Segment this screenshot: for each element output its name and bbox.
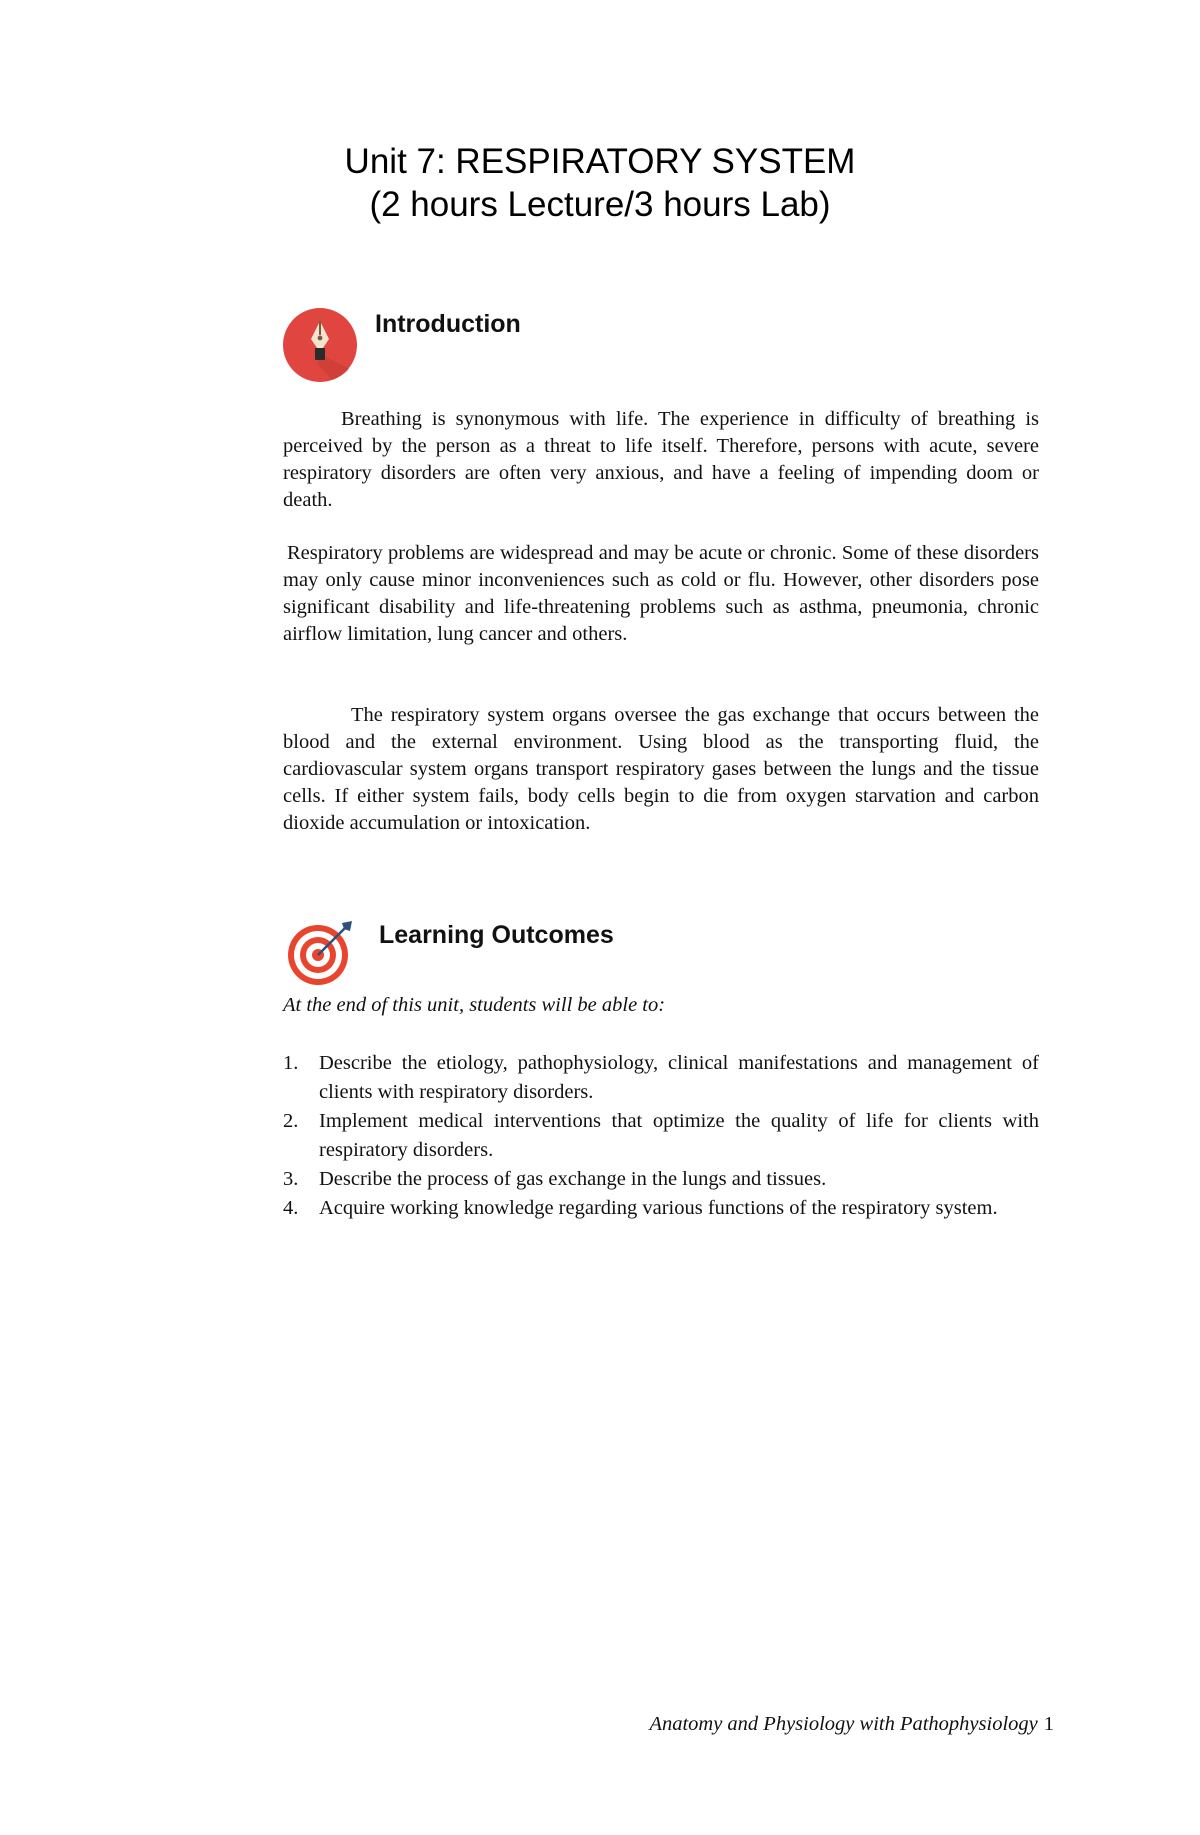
list-item-text: Implement medical interventions that optimize the quality of life for clients with respiratory disorders. [319,1110,1039,1161]
fountain-pen-icon [282,307,358,383]
list-item [283,1107,1039,1165]
list-item [283,1049,1039,1107]
list-item [283,1194,1039,1223]
page-subtitle: (2 hours Lecture/3 hours Lab) [369,185,831,224]
list-item-text: Describe the process of gas exchange in the lungs and tissues. [319,1168,827,1190]
list-number: 3. [283,1168,299,1190]
introduction-heading: Introduction [375,310,521,338]
page-number: 1 [1043,1713,1054,1735]
list-item [283,1165,1039,1194]
footer-course-title: Anatomy and Physiology with Pathophysiology [649,1713,1038,1735]
learning-outcomes-heading: Learning Outcomes [379,921,614,949]
page-title: Unit 7: RESPIRATORY SYSTEM [344,142,856,181]
list-number: 2. [283,1110,299,1132]
list-item-text: Acquire working knowledge regarding various functions of the respiratory system. [319,1197,998,1219]
list-item-text: Describe the etiology, pathophysiology, clinical manifestations and management of clients with respiratory disorders. [319,1052,1039,1103]
intro-paragraph: Breathing is synonymous with life. The experience in difficulty of breathing is perceived by the person as a threat to life itself. Therefore, persons with acute, severe respiratory disorders are often very anxious, and have a feeling of impending doom or death. [283,408,1039,511]
page-footer [649,1713,1054,1736]
list-number: 1. [283,1052,299,1074]
outcomes-list [283,1049,1039,1223]
target-icon [286,917,356,987]
outcomes-lead-text: At the end of this unit, students will be able to: [283,994,666,1016]
intro-paragraph: Respiratory problems are widespread and may be acute or chronic. Some of these disorders may only cause minor inconveniences such as cold or flu. However, other disorders pose significant disability and life-threatening problems such as asthma, pneumonia, chronic airflow limitation, lung cancer and others. [283,542,1039,645]
list-number: 4. [283,1197,299,1219]
intro-paragraph: The respiratory system organs oversee the gas exchange that occurs between the blood and the external environment. Using blood as the transporting fluid, the cardiovascular system organs transport respiratory gases between the lungs and the tissue cells. If either system fails, body cells begin to die from oxygen starvation and carbon dioxide accumulation or intoxication. [283,704,1039,834]
